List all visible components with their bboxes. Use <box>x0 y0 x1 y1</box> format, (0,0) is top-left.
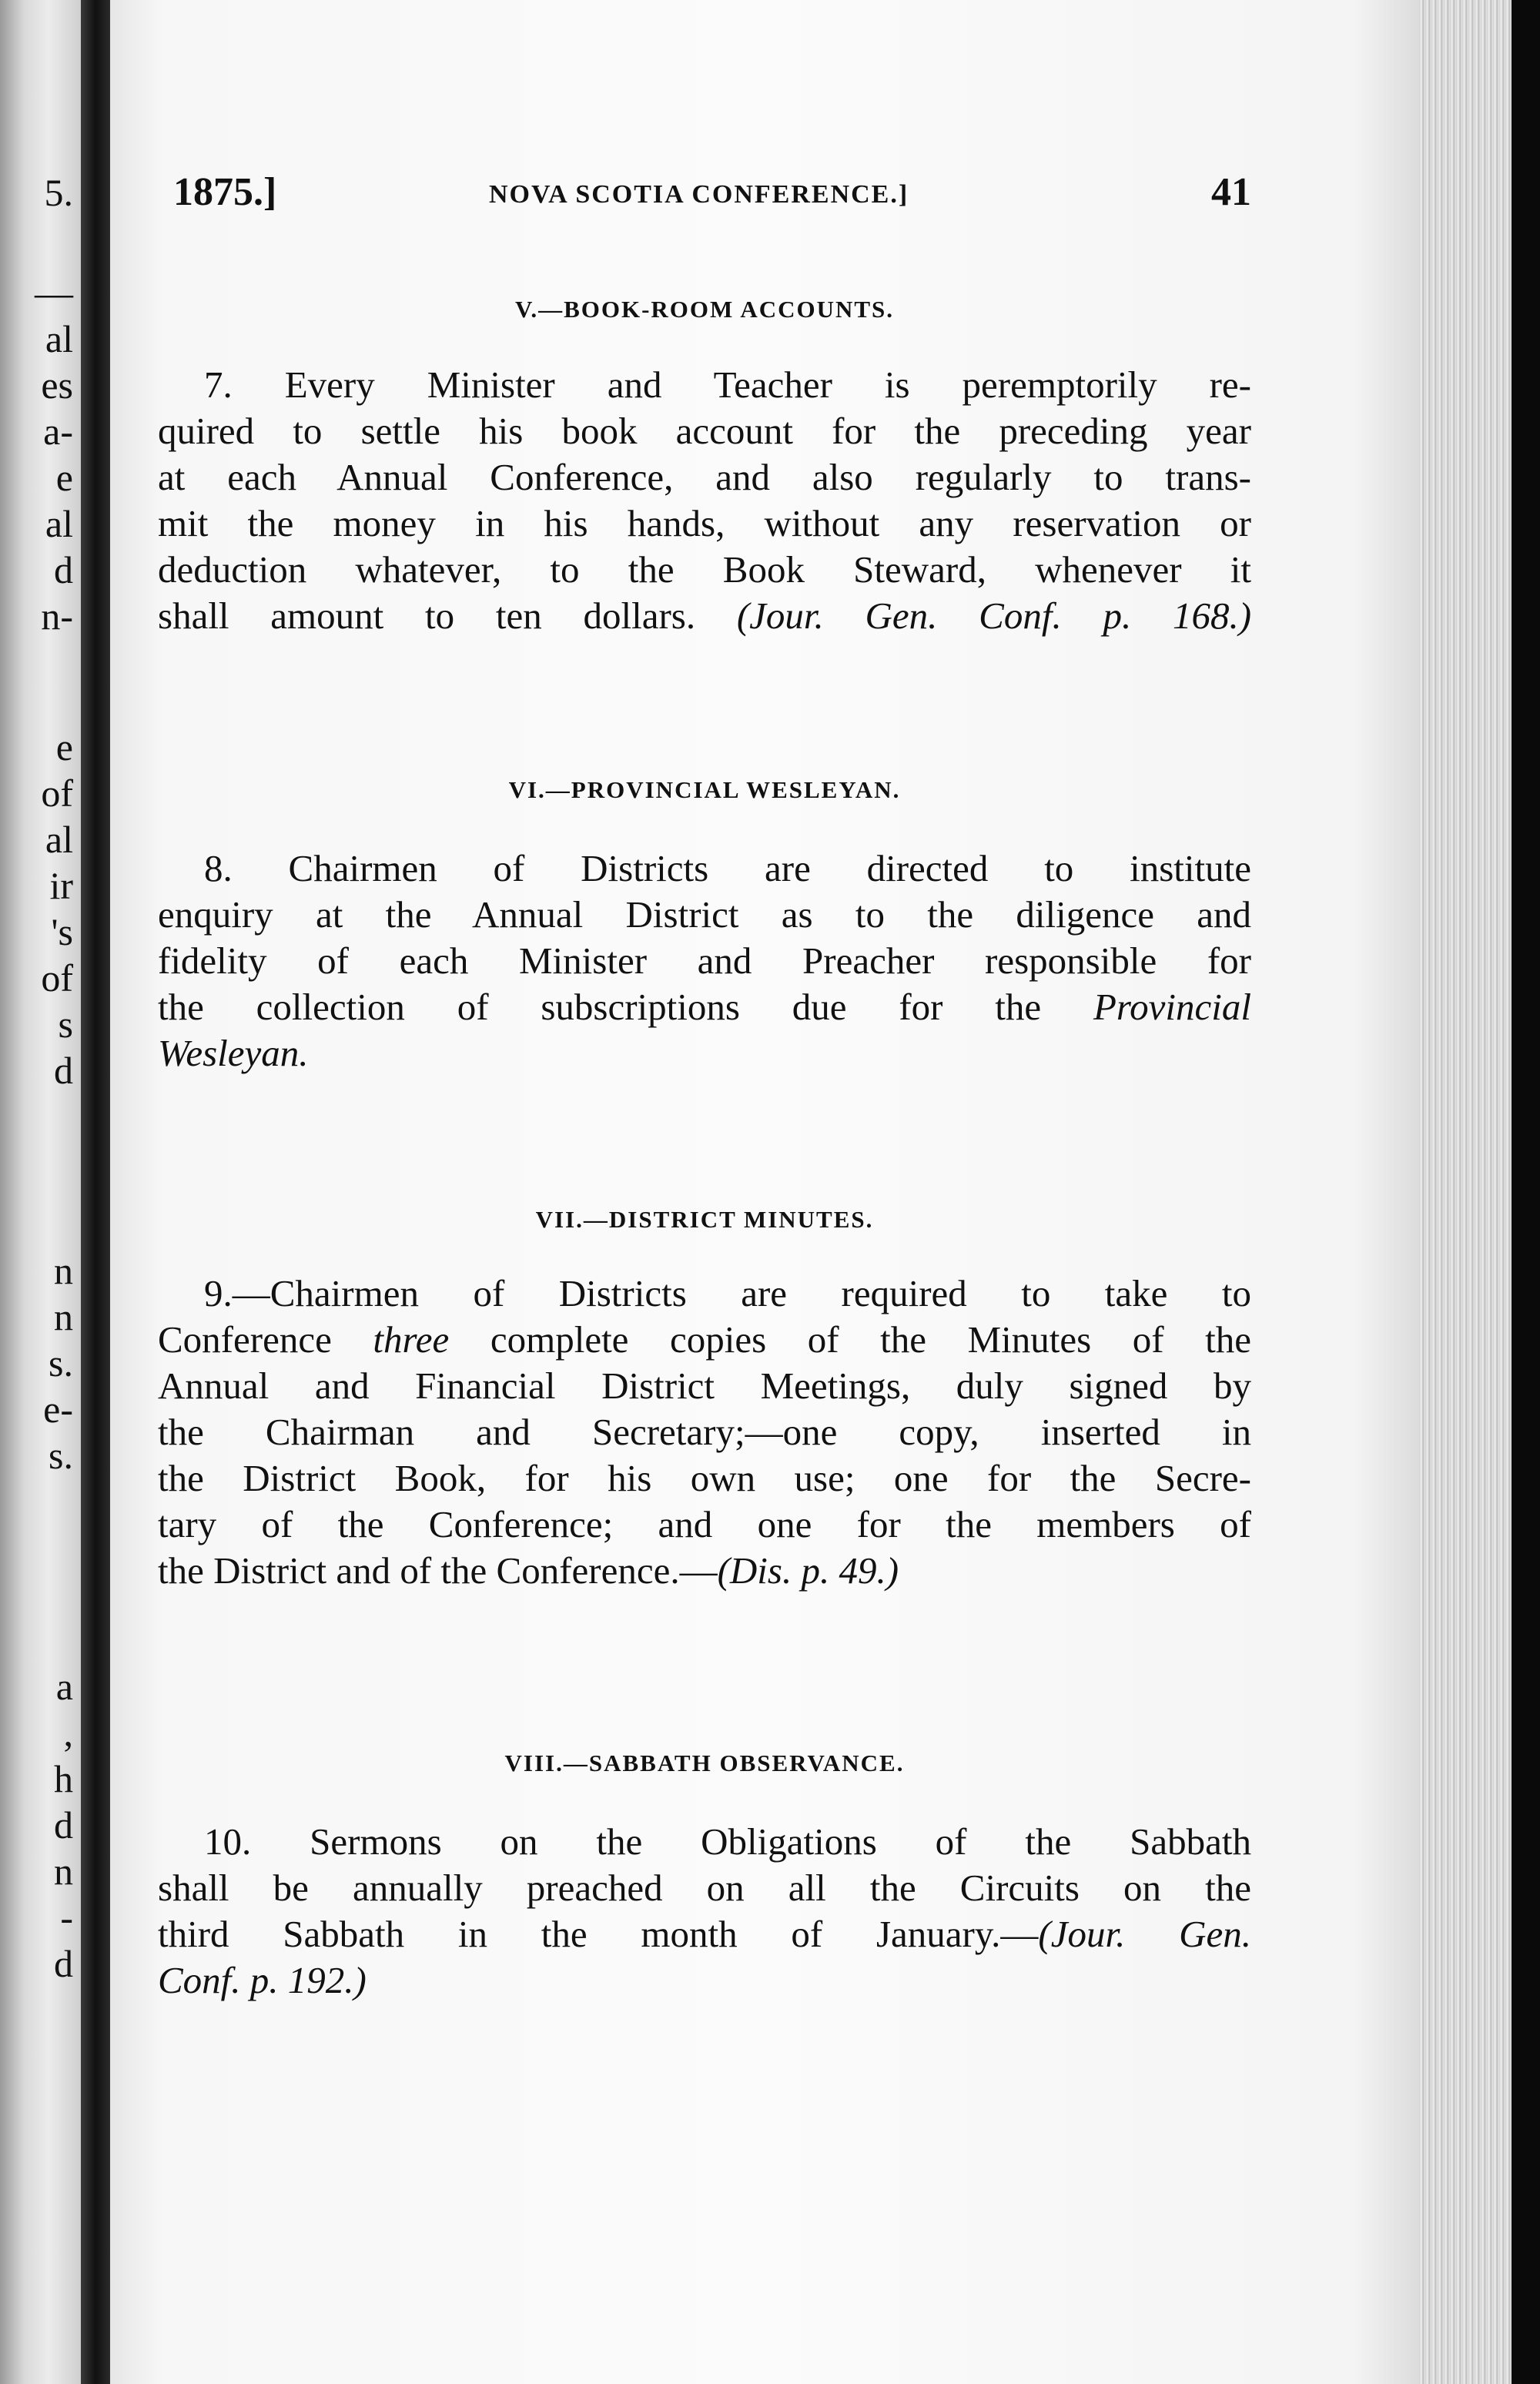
text-line <box>158 1317 1251 1363</box>
facing-page-text-fragment: d <box>54 548 73 591</box>
text-line: fidelity of each Minister and Preacher responsible for <box>158 939 1251 982</box>
citation: (Jour. Gen. <box>1038 1913 1251 1955</box>
text-run: third Sabbath in the month of January.— <box>158 1913 1039 1955</box>
facing-page-text-fragment: of <box>41 956 73 999</box>
citation-cont: Conf. p. 192.) <box>158 1959 367 2001</box>
facing-page-text-fragment: 's <box>51 910 73 953</box>
text-line <box>158 1911 1251 1957</box>
header-title: NOVA SCOTIA CONFERENCE.] <box>489 180 909 209</box>
text-line: 10. Sermons on the Obligations of the Sabbath <box>204 1820 1251 1863</box>
facing-page-edge <box>0 0 81 2384</box>
facing-page-text-fragment: d <box>54 1803 73 1847</box>
facing-page-text-fragment: e- <box>43 1388 73 1431</box>
page-stack-edge <box>1419 0 1512 2384</box>
text-run: complete copies of the Minutes of the <box>490 1318 1252 1361</box>
facing-page-text-fragment: s. <box>49 1434 73 1477</box>
running-header <box>173 169 1251 223</box>
header-year: 1875.] <box>173 170 277 214</box>
facing-page-text-fragment: es <box>41 363 73 407</box>
facing-page-text-fragment: n <box>54 1249 73 1292</box>
facing-page-text-fragment: d <box>54 1049 73 1092</box>
facing-page-text-fragment: al <box>45 317 73 360</box>
facing-page-text-fragment: ir <box>49 864 73 907</box>
text-line: 7. Every Minister and Teacher is peremptorily re- <box>204 363 1251 406</box>
facing-page-text-fragment: e <box>55 456 73 499</box>
text-line: enquiry at the Annual District as to the diligence and <box>158 893 1251 936</box>
facing-page-text-fragment: 5. <box>44 171 73 214</box>
facing-page-text-fragment: al <box>45 818 73 861</box>
periodical-title-cont: Wesleyan. <box>158 1032 309 1074</box>
text-line: shall be annually preached on all the Circuits on the <box>158 1867 1251 1909</box>
text-line: the District Book, for his own use; one for the Secre- <box>158 1457 1251 1499</box>
text-line <box>158 1957 1251 2004</box>
text-line: deduction whatever, to the Book Steward, whenever it <box>158 548 1251 591</box>
book-gutter <box>81 0 110 2384</box>
section-heading-provincial-wesleyan: VI.—PROVINCIAL WESLEYAN. <box>508 776 901 803</box>
text-line <box>158 984 1251 1030</box>
facing-page-text-fragment: s. <box>49 1341 73 1385</box>
facing-page-text-fragment: n- <box>41 594 73 638</box>
paragraph-8 <box>158 845 1251 1076</box>
text-run: shall amount to ten dollars. <box>158 594 696 637</box>
facing-page-text-fragment: e <box>55 725 73 768</box>
scan-border <box>1512 0 1540 2384</box>
facing-page-text-fragment: h <box>54 1757 73 1800</box>
text-run: Conference <box>158 1318 332 1361</box>
section-heading-book-room: V.—BOOK-ROOM ACCOUNTS. <box>514 296 895 323</box>
facing-page-text-fragment: — <box>35 271 73 314</box>
text-line: tary of the Conference; and one for the members of <box>158 1503 1251 1545</box>
facing-page-text-fragment: - <box>60 1896 73 1939</box>
text-line: the Chairman and Secretary;—one copy, inserted in <box>158 1411 1251 1453</box>
text-line: 8. Chairmen of Districts are directed to institute <box>204 847 1251 889</box>
text-run: the collection of subscriptions due for the <box>158 986 1042 1028</box>
citation: (Dis. p. 49.) <box>717 1549 899 1592</box>
text-line <box>158 1548 1251 1594</box>
periodical-title: Provincial <box>1093 986 1252 1028</box>
facing-page-text-fragment: d <box>54 1942 73 1985</box>
facing-page-text-fragment: s <box>58 1003 73 1046</box>
paragraph-9 <box>158 1271 1251 1594</box>
section-heading-district-minutes: VII.—DISTRICT MINUTES. <box>535 1206 874 1233</box>
text-line: quired to settle his book account for the preceding year <box>158 410 1251 452</box>
facing-page-text-fragment: a <box>55 1665 73 1708</box>
text-run: the District and of the Conference.— <box>158 1549 718 1592</box>
text-line: mit the money in his hands, without any reservation or <box>158 502 1251 544</box>
citation: (Jour. Gen. Conf. p. 168.) <box>736 594 1252 637</box>
text-line <box>158 593 1251 639</box>
paragraph-7 <box>158 362 1251 639</box>
text-line: Annual and Financial District Meetings, duly signed by <box>158 1364 1251 1407</box>
paragraph-10 <box>158 1819 1251 2004</box>
facing-page-text-fragment: n <box>54 1295 73 1338</box>
text-line: at each Annual Conference, and also regularly to trans- <box>158 456 1251 498</box>
facing-page-text-fragment: of <box>41 772 73 815</box>
facing-page-text-fragment: n <box>54 1850 73 1893</box>
book-page <box>110 0 1419 2384</box>
section-heading-sabbath-observance: VIII.—SABBATH OBSERVANCE. <box>504 1749 905 1776</box>
facing-page-text-fragment: , <box>63 1711 73 1754</box>
text-line <box>158 1030 1251 1076</box>
facing-page-text-fragment: al <box>45 502 73 545</box>
text-line: 9.—Chairmen of Districts are required to take to <box>204 1272 1251 1314</box>
page-number: 41 <box>1211 170 1251 214</box>
emphasis: three <box>373 1318 450 1361</box>
facing-page-text-fragment: a- <box>43 410 73 453</box>
